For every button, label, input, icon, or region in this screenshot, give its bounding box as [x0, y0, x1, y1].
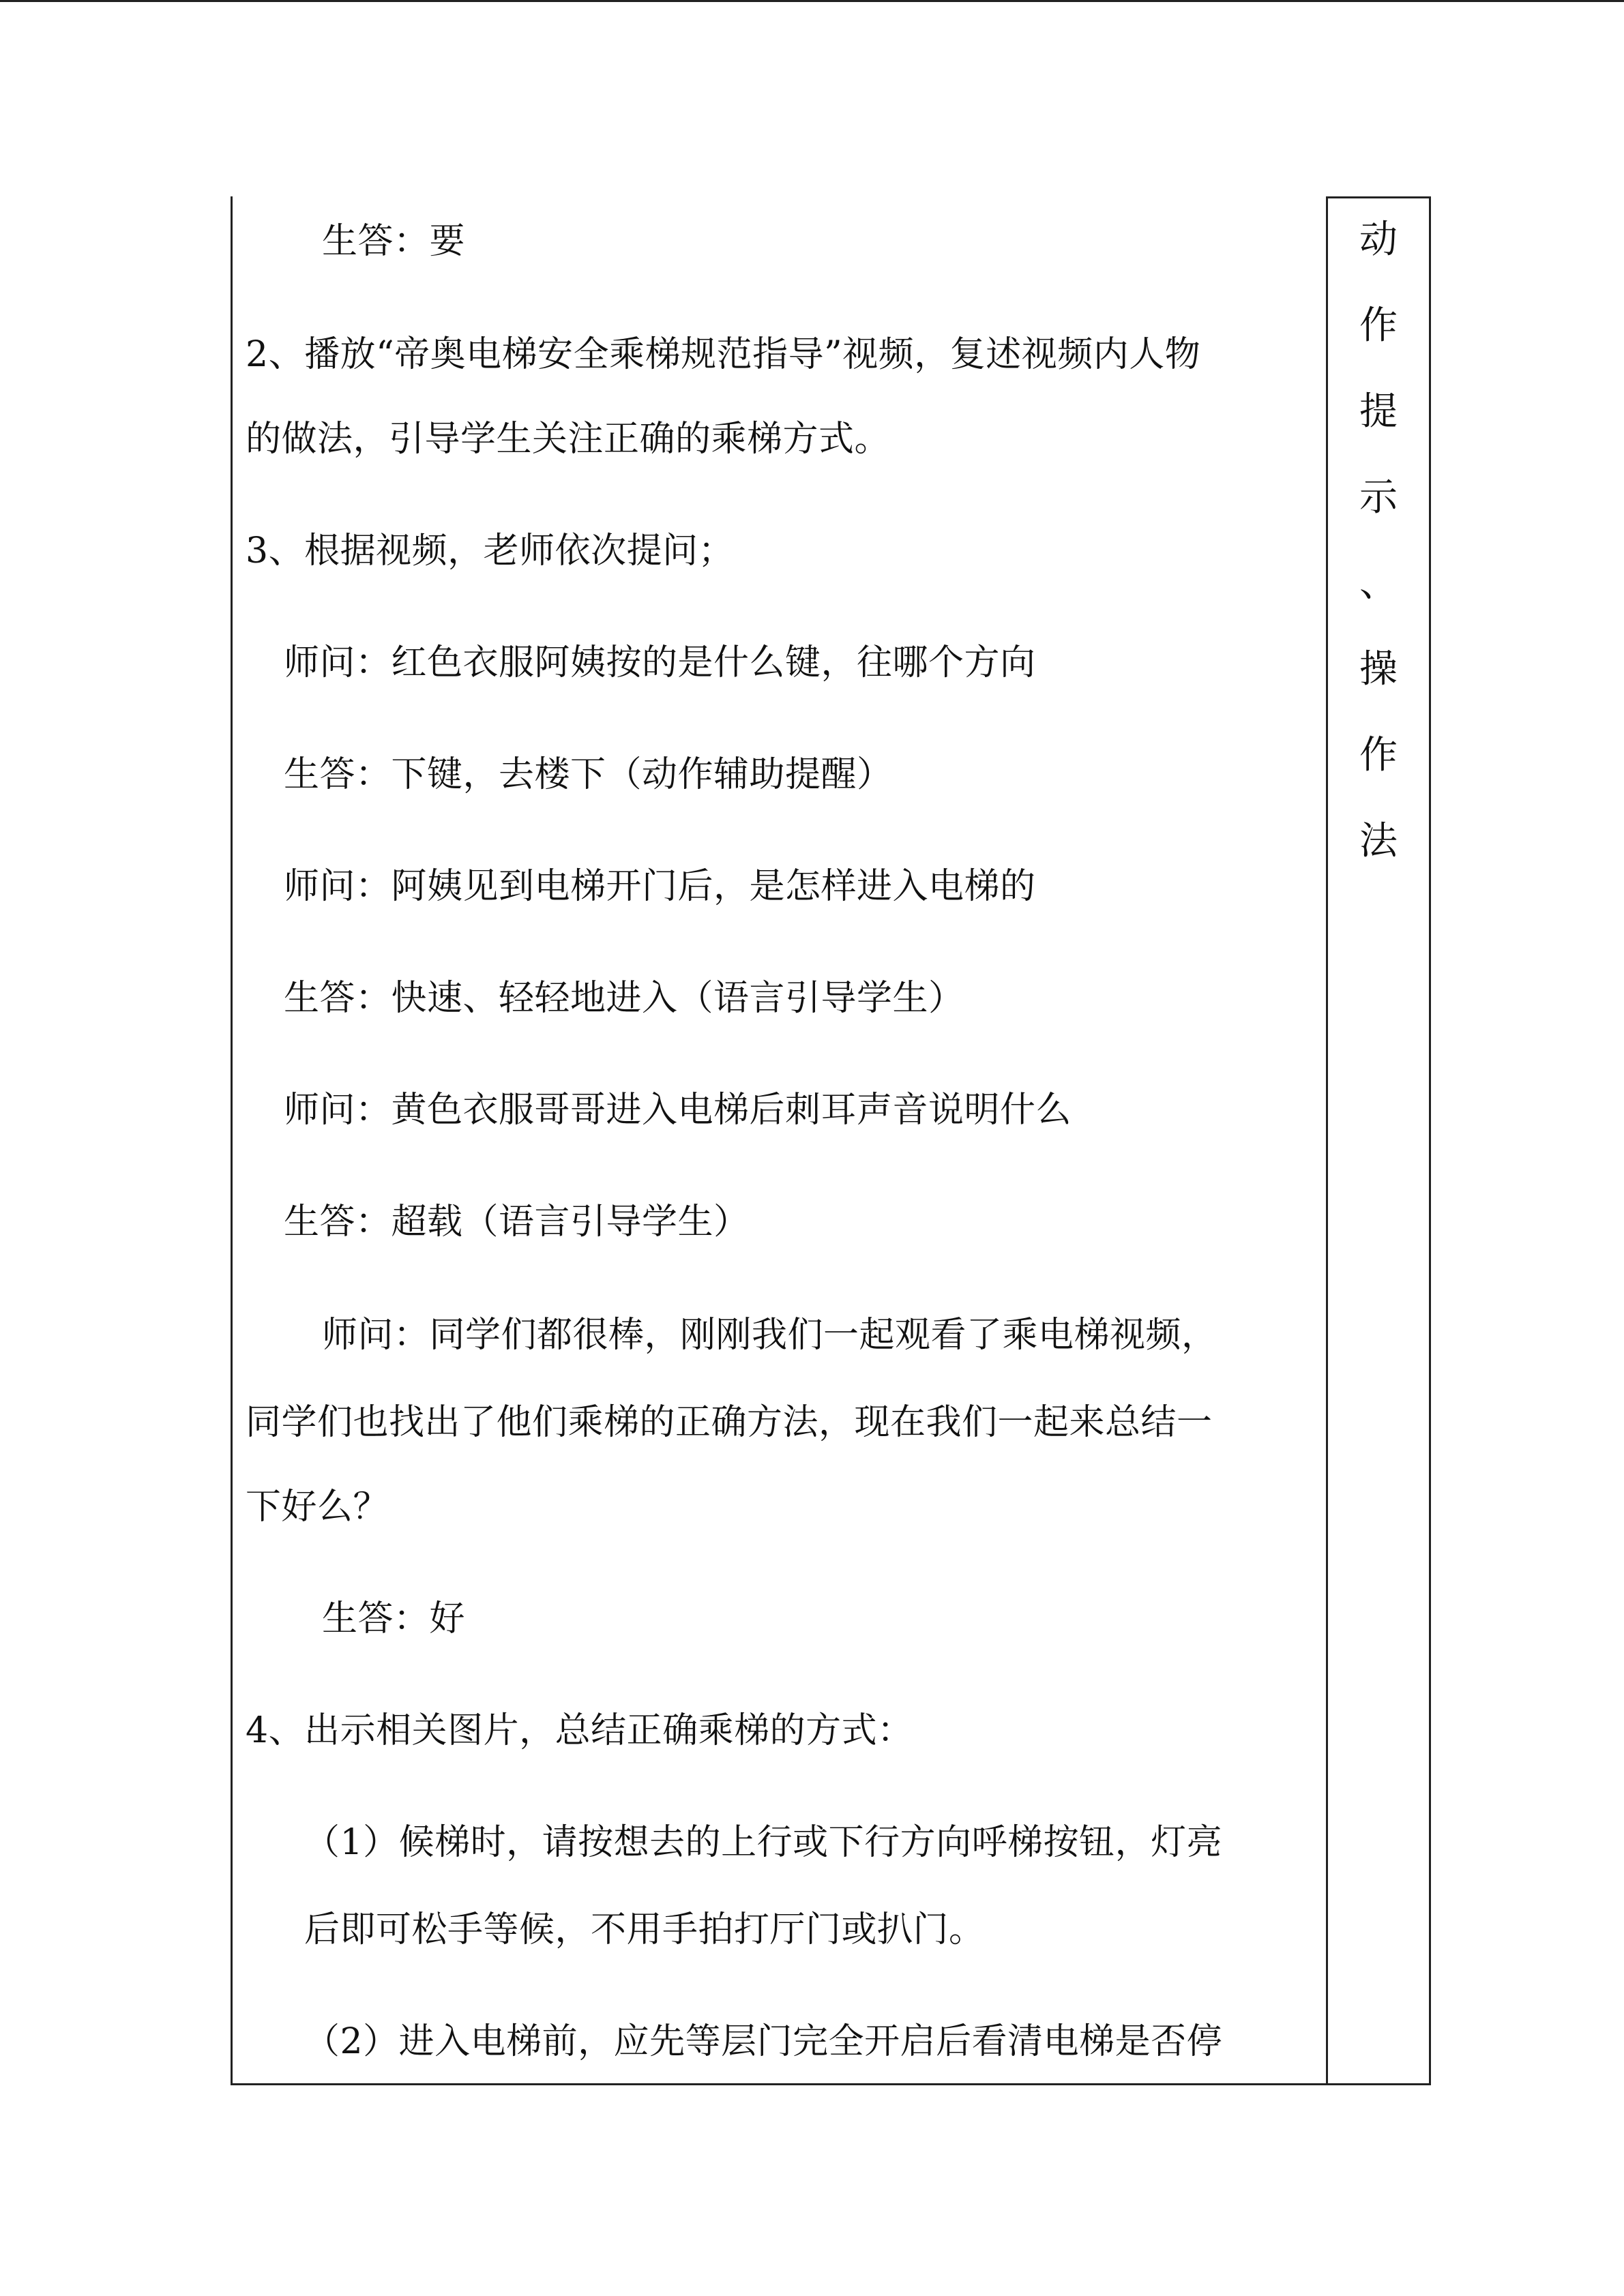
text-line: 师问：黄色衣服哥哥进入电梯后刺耳声音说明什么: [284, 1090, 1072, 1131]
text-line: 师问：阿姨见到电梯开门后，是怎样进入电梯的: [284, 866, 1036, 907]
text-line: 生答：下键，去楼下（动作辅助提醒）: [284, 754, 893, 795]
text-line: 生答：超载（语言引导学生）: [284, 1202, 750, 1242]
text-line: 4、出示相关图片，总结正确乘梯的方式：: [246, 1710, 913, 1751]
text-line: 生答：要: [322, 221, 466, 262]
text-line: 同学们也找出了他们乘梯的正确方法，现在我们一起来总结一: [246, 1402, 1213, 1443]
text-line: 生答：好: [322, 1598, 466, 1639]
side-note-char: 动: [1359, 218, 1398, 262]
side-note-char: 示: [1359, 475, 1398, 520]
text-line: 师问：同学们都很棒，刚刚我们一起观看了乘电梯视频，: [322, 1315, 1217, 1356]
side-note-char: 作: [1359, 733, 1398, 777]
text-line: 的做法，引导学生关注正确的乘梯方式。: [246, 419, 891, 460]
text-line: （1）候梯时，请按想去的上行或下行方向呼梯按钮，灯亮: [304, 1822, 1223, 1863]
text-line: 师问：红色衣服阿姨按的是什么键，往哪个方向: [284, 642, 1036, 683]
text-line: 后即可松手等候，不用手拍打厅门或扒门。: [304, 1909, 985, 1950]
side-note-char: 作: [1359, 303, 1398, 348]
text-line: 生答：快速、轻轻地进入（语言引导学生）: [284, 978, 964, 1019]
text-line: 下好么？: [246, 1487, 389, 1527]
text-line: 3、根据视频，老师依次提问；: [246, 531, 735, 571]
lesson-table: [231, 196, 1431, 2085]
page-top-border: [0, 0, 1624, 2]
side-note-char: 、: [1359, 561, 1398, 606]
text-line: （2）进入电梯前，应先等层门完全开启后看清电梯是否停: [304, 2021, 1223, 2062]
text-line: 2、播放“帝奥电梯安全乘梯规范指导”视频，复述视频内人物: [246, 334, 1201, 375]
side-note-char: 法: [1359, 819, 1398, 863]
side-note-char: 操: [1359, 647, 1398, 691]
side-note-char: 提: [1359, 389, 1398, 434]
